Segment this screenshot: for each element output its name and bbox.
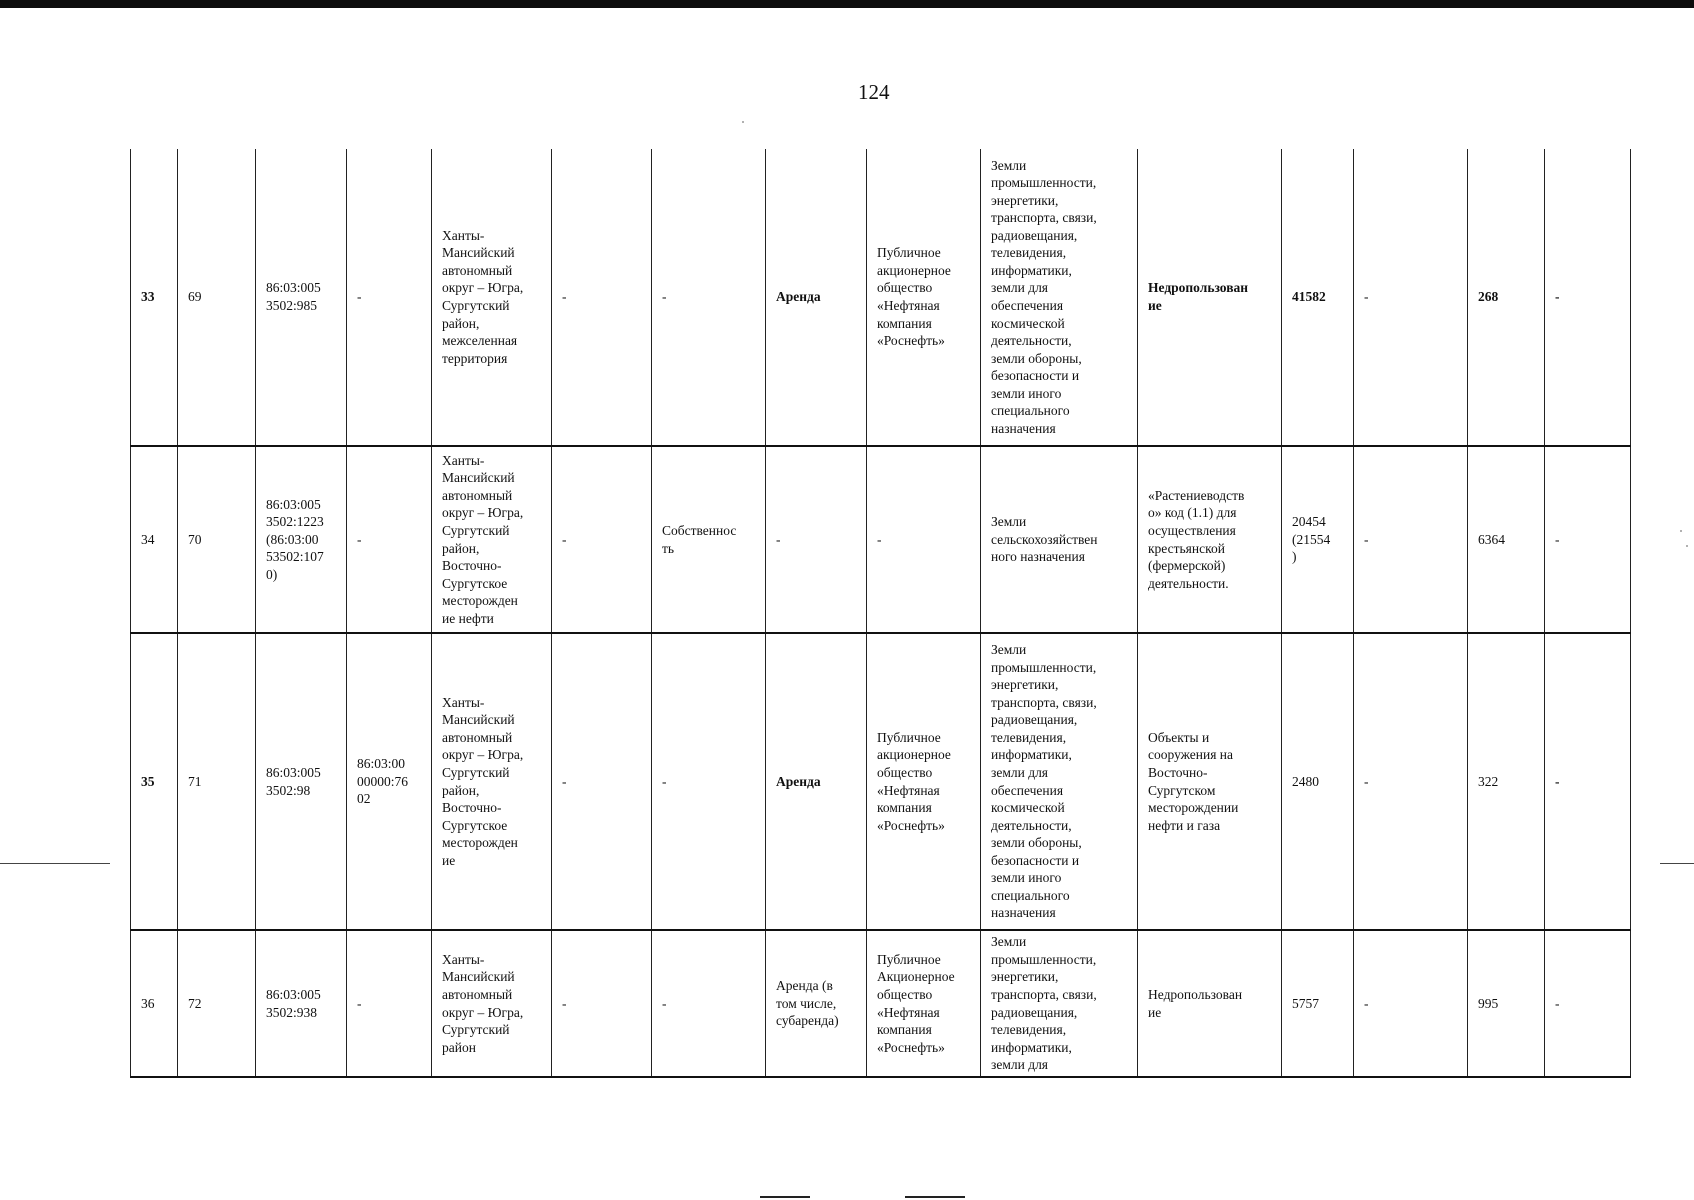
table-row bbox=[131, 930, 1631, 1077]
cell-holder: Публичное акционерное общество «Нефтяная компания «Роснефть» bbox=[867, 633, 981, 930]
cell-area: 5757 bbox=[1282, 930, 1354, 1077]
table-row bbox=[131, 446, 1631, 633]
cell-col15: 995 bbox=[1468, 930, 1545, 1077]
table-row bbox=[131, 149, 1631, 446]
scan-artifact-line bbox=[760, 1196, 810, 1198]
cell-right: - bbox=[766, 446, 867, 633]
cell-idx: 69 bbox=[178, 149, 256, 446]
land-plots-table bbox=[130, 149, 1631, 1078]
cell-col14: - bbox=[1354, 149, 1468, 446]
cell-holder: - bbox=[867, 446, 981, 633]
cell-category: Земли промышленности, энергетики, транспорта, связи, радиовещания, телевидения, информатики, земли для bbox=[981, 930, 1138, 1077]
top-scan-edge bbox=[0, 0, 1694, 8]
cell-col7: - bbox=[652, 930, 766, 1077]
cell-location: Ханты- Мансийский автономный округ – Югра, Сургутский район, межселенная территория bbox=[432, 149, 552, 446]
cell-cadastral: 86:03:005 3502:1223 (86:03:00 53502:107 0) bbox=[256, 446, 347, 633]
table-row bbox=[131, 633, 1631, 930]
cell-col6: - bbox=[552, 149, 652, 446]
cell-prev_cadastral: 86:03:00 00000:76 02 bbox=[347, 633, 432, 930]
cell-num: 35 bbox=[131, 633, 178, 930]
cell-col16: - bbox=[1545, 633, 1631, 930]
cell-prev_cadastral: - bbox=[347, 149, 432, 446]
scan-artifact-line bbox=[905, 1196, 965, 1198]
cell-col7: - bbox=[652, 633, 766, 930]
cell-category: Земли промышленности, энергетики, транспорта, связи, радиовещания, телевидения, информатики, земли для обеспечения космической деятельности, земли обороны, безопасности и земли иного специального назначения bbox=[981, 633, 1138, 930]
cell-col6: - bbox=[552, 446, 652, 633]
cell-col16: - bbox=[1545, 930, 1631, 1077]
cell-location: Ханты- Мансийский автономный округ – Югра, Сургутский район, Восточно- Сургутское месторожден ие нефти bbox=[432, 446, 552, 633]
cell-category: Земли сельскохозяйствен ного назначения bbox=[981, 446, 1138, 633]
cell-area: 41582 bbox=[1282, 149, 1354, 446]
cell-holder: Публичное акционерное общество «Нефтяная компания «Роснефть» bbox=[867, 149, 981, 446]
cell-col16: - bbox=[1545, 149, 1631, 446]
page-number: 124 bbox=[858, 80, 890, 104]
cell-num: 33 bbox=[131, 149, 178, 446]
cell-use: Недропользован ие bbox=[1138, 149, 1282, 446]
cell-num: 36 bbox=[131, 930, 178, 1077]
cell-use: Недропользован ие bbox=[1138, 930, 1282, 1077]
cell-area: 20454 (21554 ) bbox=[1282, 446, 1354, 633]
cell-idx: 72 bbox=[178, 930, 256, 1077]
cell-col15: 322 bbox=[1468, 633, 1545, 930]
cell-prev_cadastral: - bbox=[347, 930, 432, 1077]
cell-col14: - bbox=[1354, 446, 1468, 633]
scan-speck bbox=[742, 121, 744, 123]
cell-col16: - bbox=[1545, 446, 1631, 633]
cell-num: 34 bbox=[131, 446, 178, 633]
cell-location: Ханты- Мансийский автономный округ – Югра, Сургутский район bbox=[432, 930, 552, 1077]
cell-right: Аренда bbox=[766, 149, 867, 446]
cell-holder: Публичное Акционерное общество «Нефтяная компания «Роснефть» bbox=[867, 930, 981, 1077]
cell-col7: Собственнос ть bbox=[652, 446, 766, 633]
cell-col15: 268 bbox=[1468, 149, 1545, 446]
scan-artifact-line bbox=[1660, 863, 1694, 864]
cell-right: Аренда (в том числе, субаренда) bbox=[766, 930, 867, 1077]
cell-prev_cadastral: - bbox=[347, 446, 432, 633]
scan-artifact-line bbox=[0, 863, 110, 864]
cell-use: Объекты и сооружения на Восточно- Сургутском месторождении нефти и газа bbox=[1138, 633, 1282, 930]
cell-cadastral: 86:03:005 3502:938 bbox=[256, 930, 347, 1077]
scan-speck bbox=[1680, 530, 1682, 532]
cell-category: Земли промышленности, энергетики, транспорта, связи, радиовещания, телевидения, информатики, земли для обеспечения космической деятельности, земли обороны, безопасности и земли иного специального назначения bbox=[981, 149, 1138, 446]
cell-area: 2480 bbox=[1282, 633, 1354, 930]
cell-col7: - bbox=[652, 149, 766, 446]
cell-idx: 71 bbox=[178, 633, 256, 930]
cell-col14: - bbox=[1354, 930, 1468, 1077]
cell-col6: - bbox=[552, 633, 652, 930]
scan-speck bbox=[1686, 545, 1688, 547]
cell-col15: 6364 bbox=[1468, 446, 1545, 633]
cell-cadastral: 86:03:005 3502:98 bbox=[256, 633, 347, 930]
cell-use: «Растениеводств о» код (1.1) для осуществления крестьянской (фермерской) деятельности. bbox=[1138, 446, 1282, 633]
cell-location: Ханты- Мансийский автономный округ – Югра, Сургутский район, Восточно- Сургутское месторожден ие bbox=[432, 633, 552, 930]
cell-idx: 70 bbox=[178, 446, 256, 633]
cell-col6: - bbox=[552, 930, 652, 1077]
cell-right: Аренда bbox=[766, 633, 867, 930]
cell-col14: - bbox=[1354, 633, 1468, 930]
cell-cadastral: 86:03:005 3502:985 bbox=[256, 149, 347, 446]
